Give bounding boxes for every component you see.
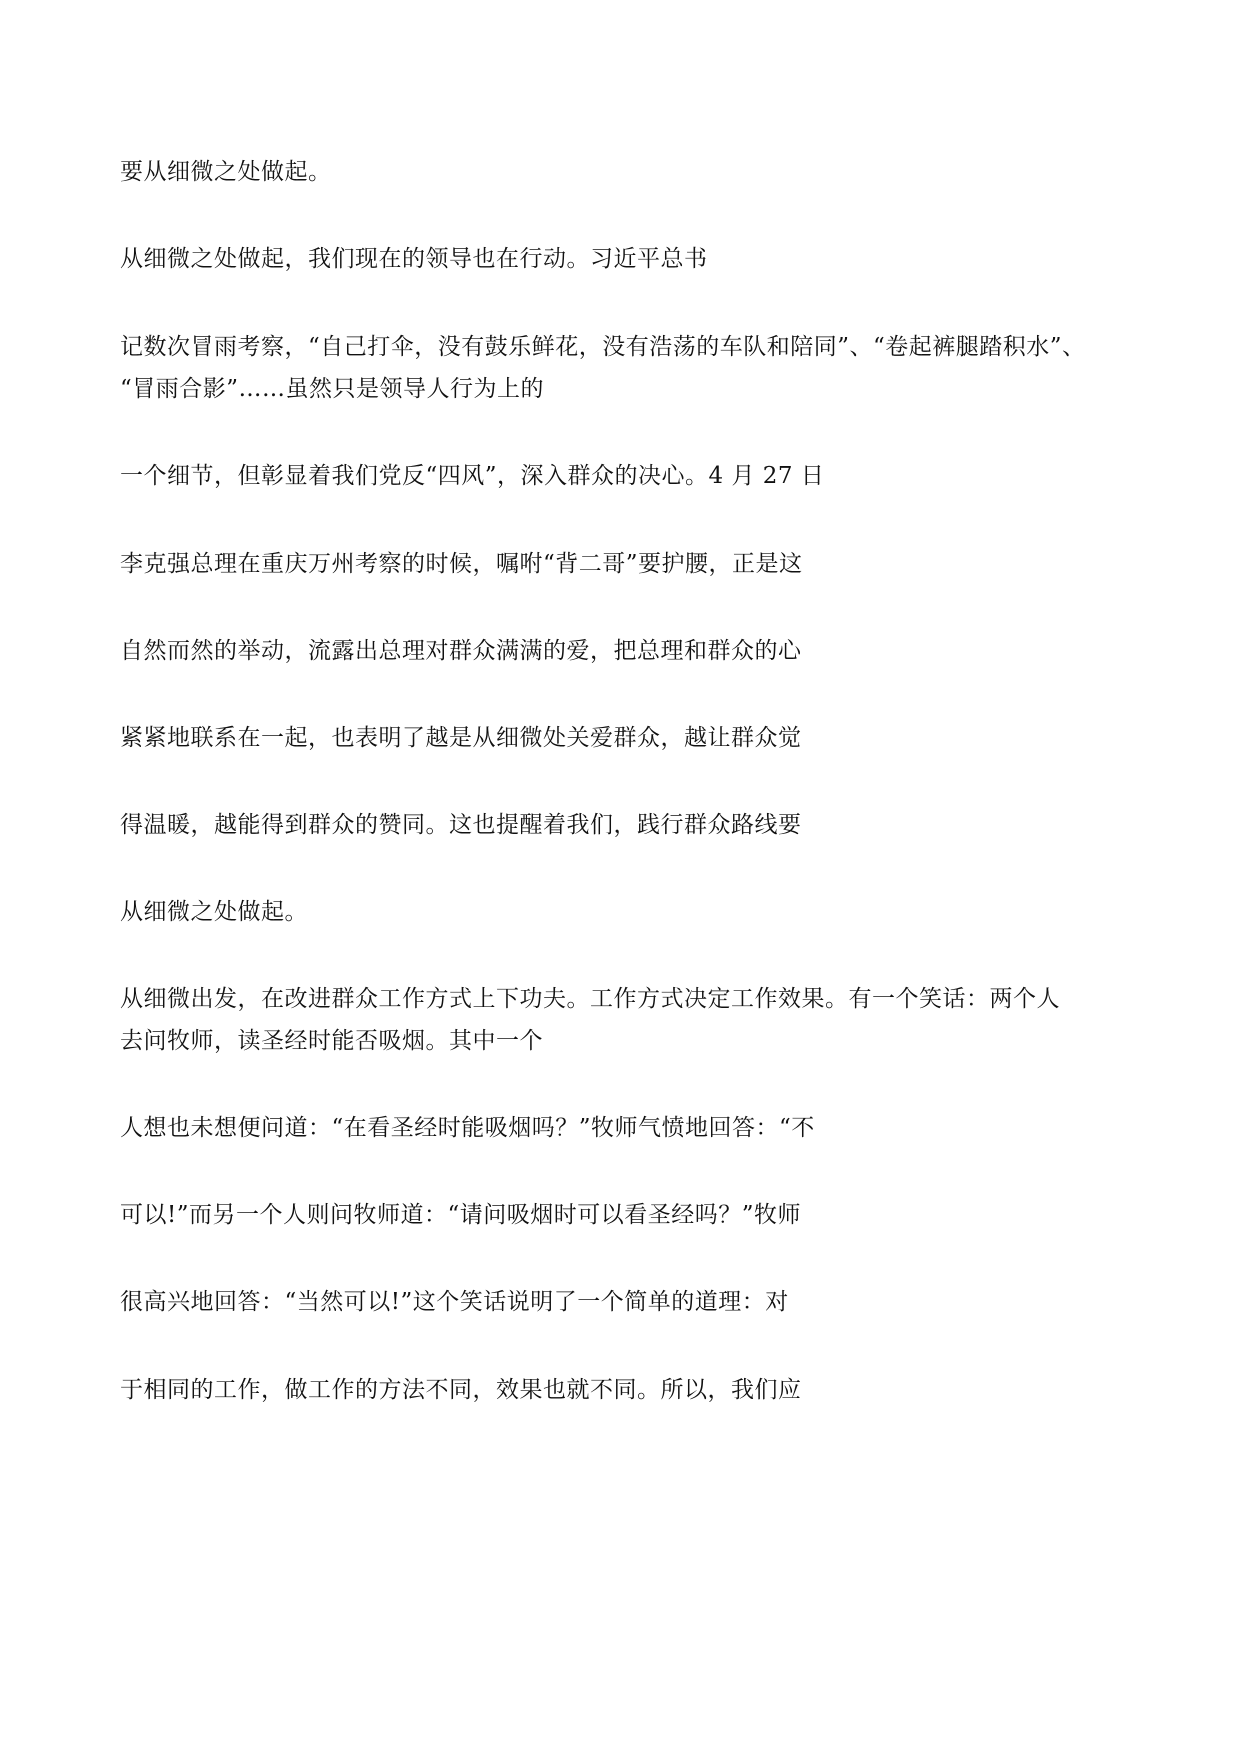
text-line: 很高兴地回答：“当然可以!”这个笑话说明了一个简单的道理：对 [120, 1289, 789, 1315]
text-line: 从细微之处做起，我们现在的领导也在行动。习近平总书 [120, 246, 708, 272]
text-line: 人想也未想便问道：“在看圣经时能吸烟吗？”牧师气愤地回答：“不 [120, 1115, 815, 1141]
text-line: 要从细微之处做起。 [120, 159, 332, 185]
text-line: 得温暖，越能得到群众的赞同。这也提醒着我们，践行群众路线要 [120, 812, 802, 838]
text-line: 自然而然的举动，流露出总理对群众满满的爱，把总理和群众的心 [120, 638, 802, 664]
text-line: 去问牧师，读圣经时能否吸烟。其中一个 [120, 1028, 543, 1054]
text-line: 一个细节，但彰显着我们党反“四风”，深入群众的决心。4 月 27 日 [120, 463, 825, 489]
text-line: 记数次冒雨考察，“自己打伞，没有鼓乐鲜花，没有浩荡的车队和陪同”、“卷起裤腿踏积水”、 [120, 334, 1086, 360]
text-line: 从细微出发，在改进群众工作方式上下功夫。工作方式决定工作效果。有一个笑话：两个人 [120, 986, 1060, 1012]
text-line: 紧紧地联系在一起，也表明了越是从细微处关爱群众，越让群众觉 [120, 725, 802, 751]
text-line: “冒雨合影”……虽然只是领导人行为上的 [120, 376, 545, 402]
text-line: 可以!”而另一个人则问牧师道：“请问吸烟时可以看圣经吗？”牧师 [120, 1202, 802, 1228]
text-line: 李克强总理在重庆万州考察的时候，嘱咐“背二哥”要护腰，正是这 [120, 551, 803, 577]
text-line: 从细微之处做起。 [120, 899, 308, 925]
text-line: 于相同的工作，做工作的方法不同，效果也就不同。所以，我们应 [120, 1377, 802, 1403]
